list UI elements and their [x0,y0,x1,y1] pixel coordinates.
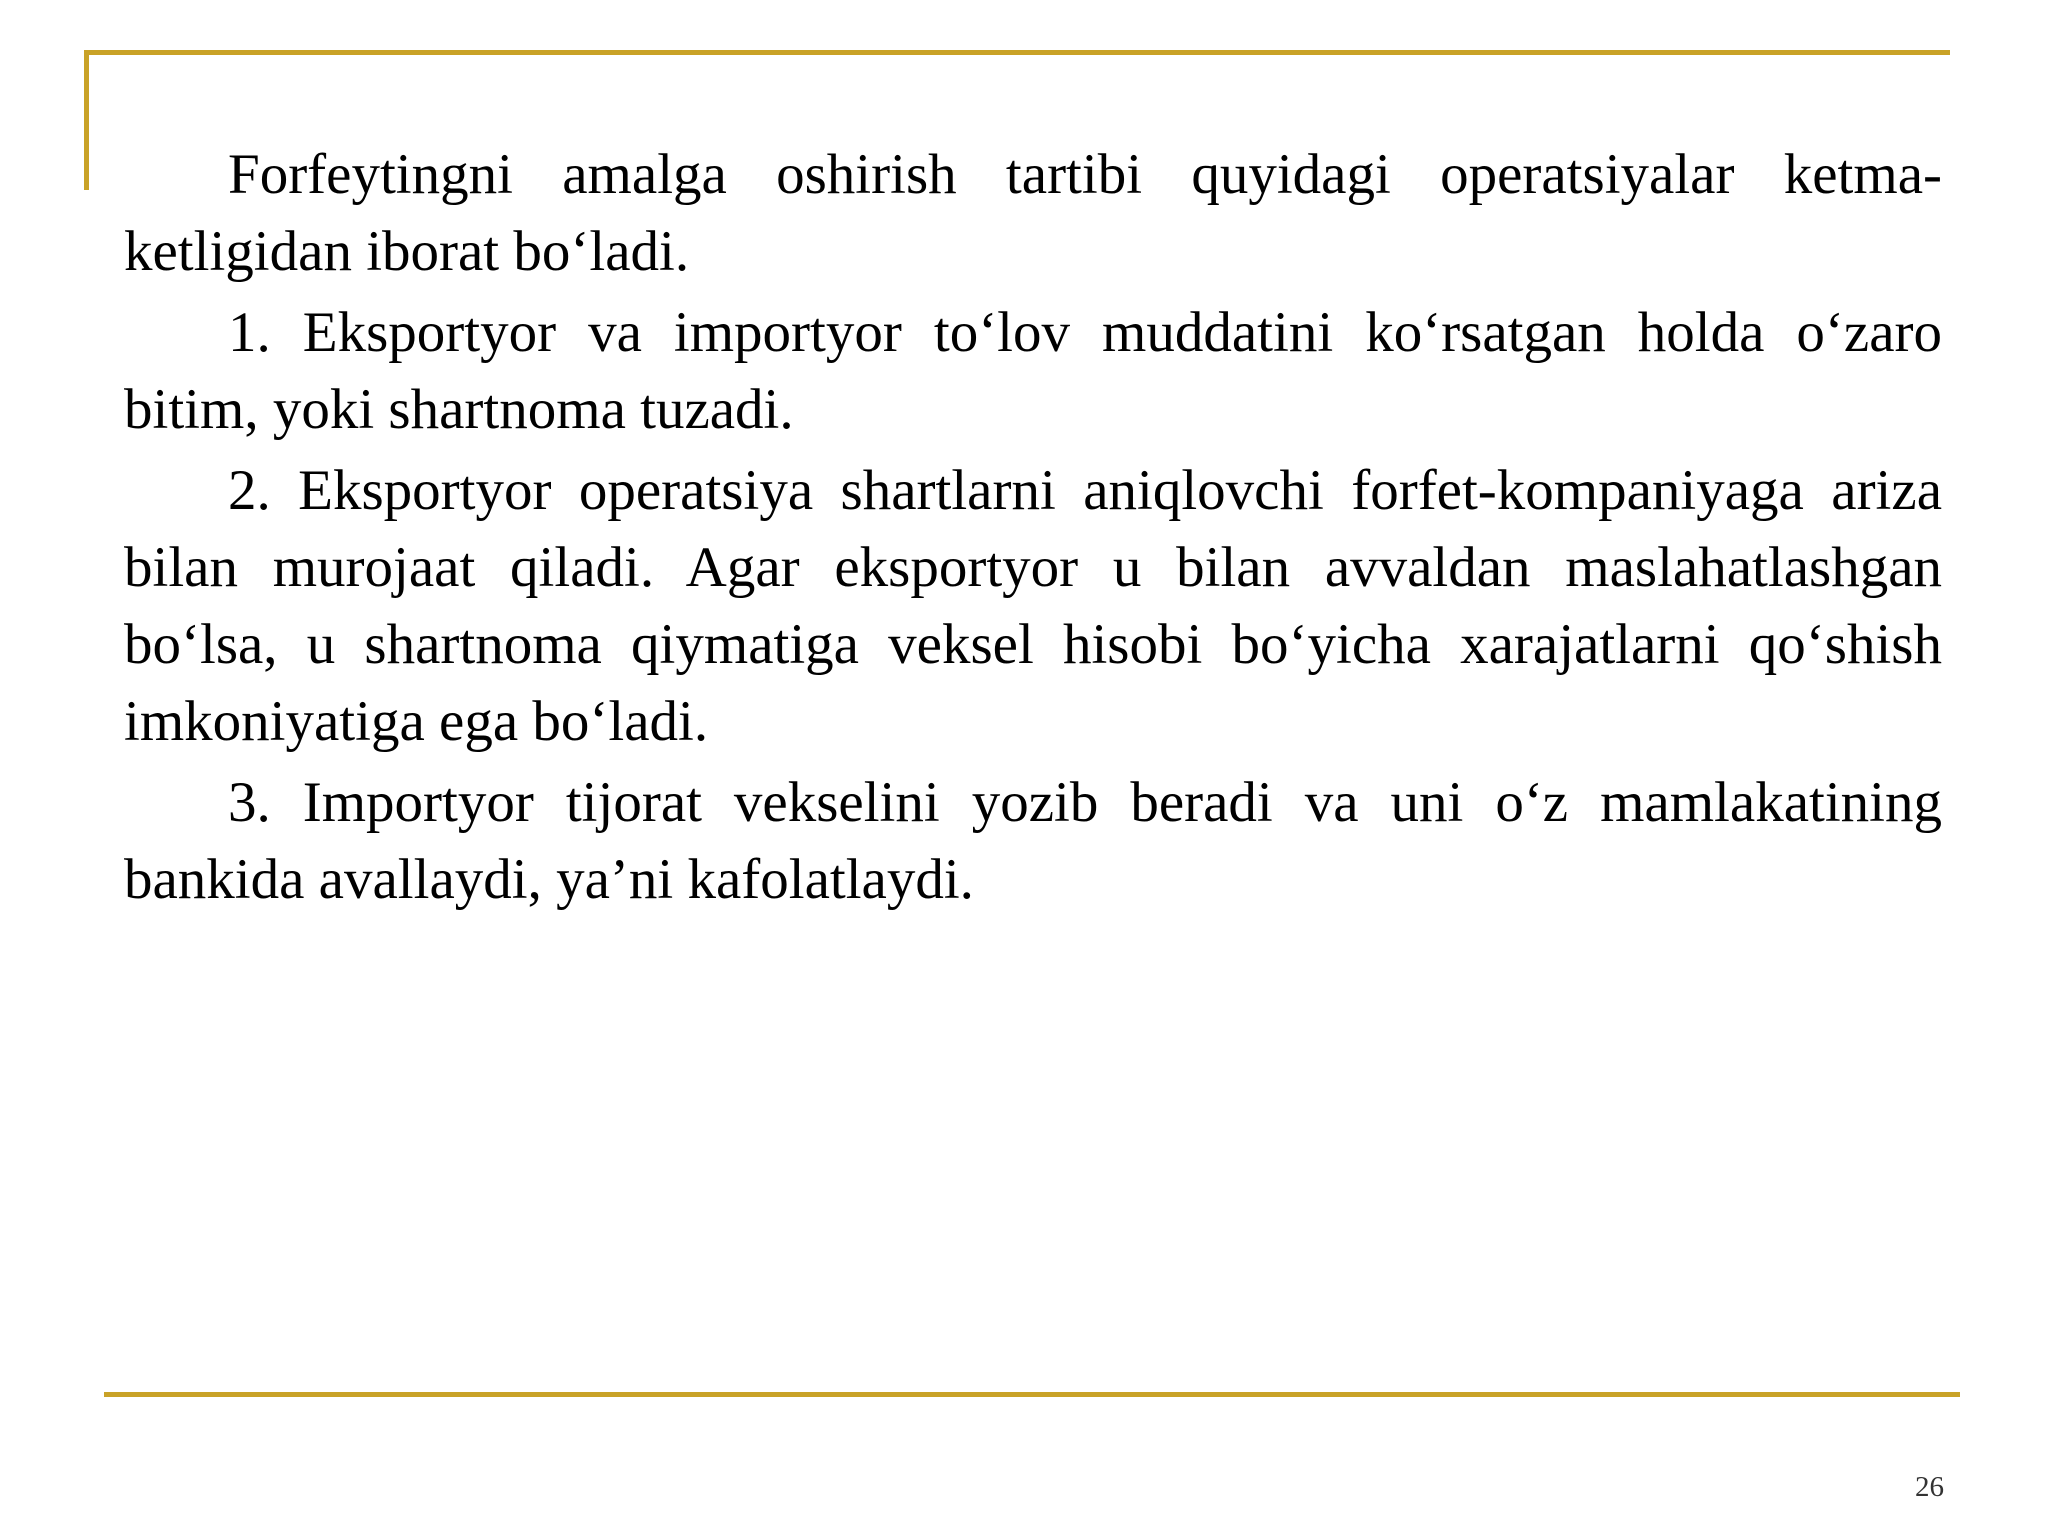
paragraph-step-1: 1. Eksportyor va importyor to‘lov muddatini ko‘rsatgan holda o‘zaro bitim, yoki shartnoma tuzadi. [124,301,1942,441]
paragraph-intro: Forfeytingni amalga oshirish tartibi quyidagi operatsiyalar ketma-ketligidan iborat bo‘ladi. [124,143,1942,283]
left-decorative-rule [84,50,89,190]
paragraph-step-2: 2. Eksportyor operatsiya shartlarni aniqlovchi forfet-kompaniyaga ariza bilan murojaat qiladi. Agar eksportyor u bilan avvaldan maslahatlashgan bo‘lsa, u shartnoma qiymatiga veksel hisobi bo‘yicha xarajatlarni qo‘shish imkoniyatiga ega bo‘ladi. [124,459,1942,753]
slide-body-text [124,136,1942,922]
top-decorative-rule [84,50,1950,55]
bottom-decorative-rule [104,1392,1960,1397]
page-number: 26 [1915,1471,1944,1503]
paragraph-step-3: 3. Importyor tijorat vekselini yozib beradi va uni o‘z mamlakatining bankida avallaydi, ya’ni kafolatlaydi. [124,771,1942,911]
